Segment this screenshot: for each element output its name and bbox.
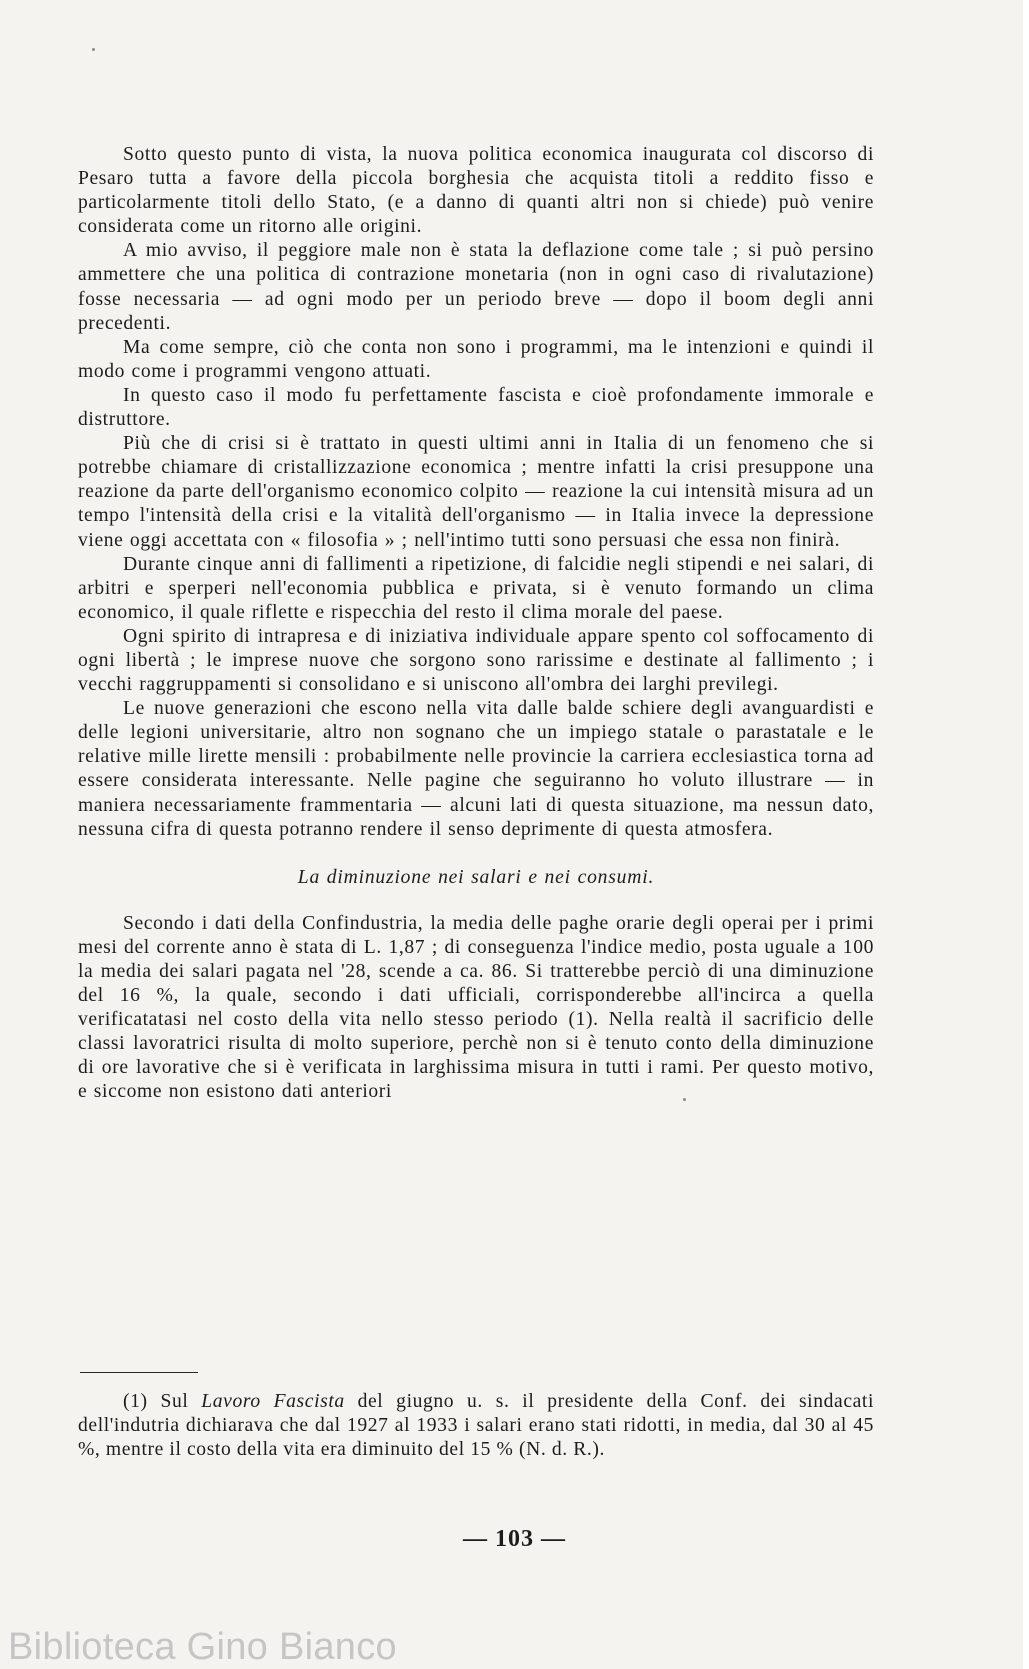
footnote-marker: (1)	[123, 1391, 161, 1412]
page-number: — 103 —	[463, 1526, 566, 1552]
paragraph: Durante cinque anni di fallimenti a ripetizione, di falcidie negli stipendi e nei salari, di arbitri e sperperi nell'economia pubblica e privata, si è venuto formando un clima economico, il quale riflette e rispecchia del resto il clima morale del paese.	[78, 553, 874, 623]
footnote-publication: Lavoro Fascista	[201, 1391, 358, 1412]
paragraph: Più che di crisi si è trattato in questi ultimi anni in Italia di un fenomeno che si potrebbe chiamare di cristallizzazione economica ; mentre infatti la crisi presuppone una reazione da parte dell'organismo economico colpito — reazione la cui intensità misura ad un tempo l'intensità della crisi e la vitalità dell'organismo — in Italia invece la depressione viene oggi accettata con « filosofia » ; nell'intimo tutti sono persuasi che essa non finirà.	[78, 433, 874, 551]
paragraph: Ma come sempre, ciò che conta non sono i programmi, ma le intenzioni e quindi il modo come i programmi vengono attuati.	[78, 336, 874, 382]
body-text	[78, 143, 874, 1105]
paragraph: Secondo i dati della Confindustria, la media delle paghe orarie degli operai per i primi mesi del corrente anno è stata di L. 1,87 ; di conseguenza l'indice medio, posta uguale a 100 la media dei salari pagata nel '28, scende a ca. 86. Si tratterebbe perciò di una diminuzione del 16 %, la quale, secondo i dati ufficiali, corrisponderebbe all'incirca a quella verificatatasi nel costo della vita nello stesso periodo (1). Nella realtà il sacrificio delle classi lavoratrici risulta di molto superiore, perchè non si è tenuto conto della diminuzione di ore lavorative che si è verificata in larghissima misura in tutti i rami. Per questo motivo, e siccome non esistono dati anteriori	[78, 912, 874, 1103]
footnote-text-before: Sul	[160, 1391, 202, 1412]
footnote	[78, 1390, 874, 1462]
paragraph: In questo caso il modo fu perfettamente fascista e cioè profondamente immorale e distruttore.	[78, 384, 874, 431]
paragraph: A mio avviso, il peggiore male non è stata la deflazione come tale ; si può persino ammettere che una politica di contrazione monetaria (non in ogni caso di rivalutazione) fosse necessaria — ad ogni modo per un periodo breve — dopo il boom degli anni precedenti.	[78, 240, 874, 334]
print-speck	[92, 48, 95, 51]
paragraph: Ogni spirito di intrapresa e di iniziativa individuale appare spento col soffocamento di ogni libertà ; le imprese nuove che sorgono sono rarissime e destinate al fallimento ; i vecchi raggruppamenti si consolidano e si uniscono all'ombra dei larghi previlegi.	[78, 625, 874, 696]
library-watermark: Biblioteca Gino Bianco	[8, 1626, 397, 1668]
paragraph: Sotto questo punto di vista, la nuova politica economica inaugurata col discorso di Pesaro tutta a favore della piccola borghesia che acquista titoli a reddito fisso e particolarmente titoli dello Stato, (e a danno di quanti altri non si chiede) può venire considerata come un ritorno alle origini.	[78, 144, 874, 238]
section-title: La diminuzione nei salari e nei consumi.	[297, 866, 655, 888]
footnote-divider	[80, 1372, 198, 1373]
paragraph: Le nuove generazioni che escono nella vita dalle balde schiere degli avanguardisti e delle legioni universitarie, altro non sognano che un impiego statale o parastatale e le relative mille lirette mensili : probabilmente nelle provincie la carriera ecclesiastica torna ad essere considerata interessante. Nelle pagine che seguiranno ho voluto illustrare — in maniera necessariamente frammentaria — alcuni lati di questa situazione, ma nessun dato, nessuna cifra di questa potranno rendere il senso deprimente di questa atmosfera.	[78, 698, 874, 840]
footnote-text-after: del giugno u. s. il presidente della Conf. dei sindacati dell'indutria dichiarava che dal 1927 al 1933 i salari erano stati ridotti, in media, dal 30 al 45 %, mentre il costo della vita era diminuito del 15 % (N. d. R.).	[78, 1391, 875, 1461]
